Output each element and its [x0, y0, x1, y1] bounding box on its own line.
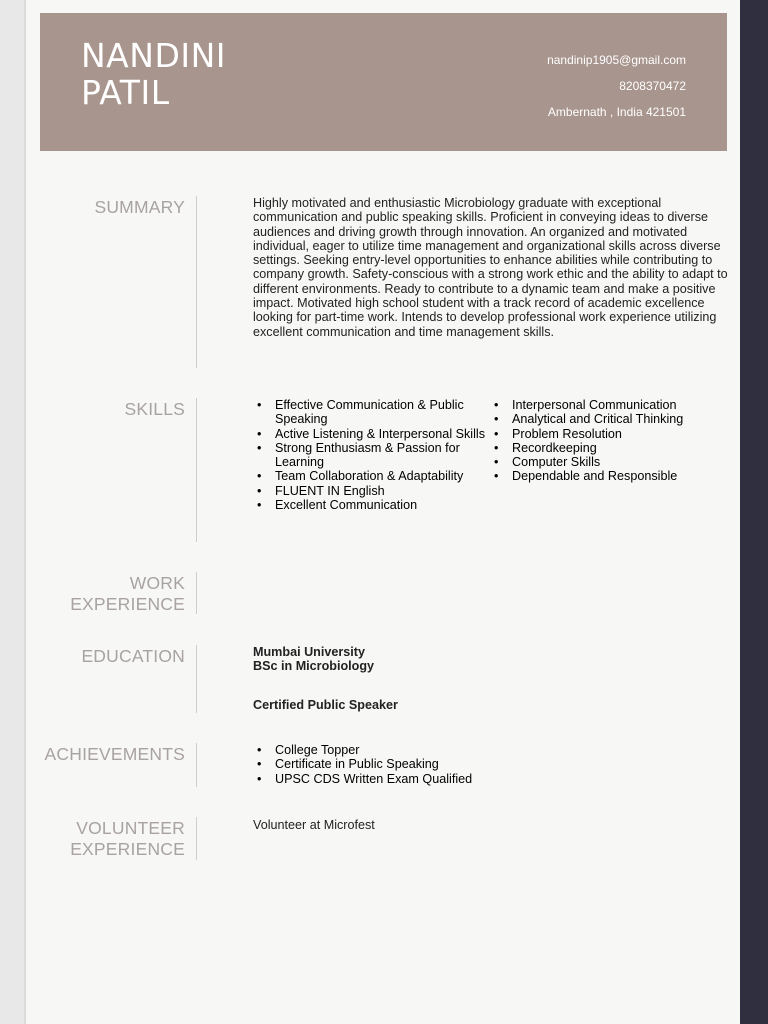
viewer-left-margin [0, 0, 24, 1024]
summary-heading: SUMMARY [94, 197, 185, 217]
skill-item: • FLUENT IN English [253, 484, 489, 498]
candidate-name [81, 37, 226, 111]
education-heading: EDUCATION [81, 646, 185, 666]
last-name: PATIL [81, 73, 170, 112]
volunteer-item: Volunteer at Microfest [253, 818, 375, 832]
skill-item: • Active Listening & Interpersonal Skills [253, 427, 489, 441]
skill-item: • Strong Enthusiasm & Passion for Learning [253, 441, 489, 470]
skill-item: • Interpersonal Communication [490, 398, 730, 412]
education-content [253, 645, 398, 712]
viewer-right-edge [740, 0, 768, 1024]
education-divider [196, 645, 197, 713]
achievement-item: • UPSC CDS Written Exam Qualified [253, 772, 713, 786]
achievement-item: • Certificate in Public Speaking [253, 757, 713, 771]
skills-list-right [490, 398, 730, 484]
volunteer-heading-line1: VOLUNTEER [76, 818, 185, 838]
email-text: nandinip1905@gmail.com [547, 53, 686, 67]
work-experience-heading [70, 573, 185, 615]
skill-item: • Effective Communication & Public Speaking [253, 398, 489, 427]
skill-item: • Computer Skills [490, 455, 730, 469]
education-degree: BSc in Microbiology [253, 659, 375, 674]
skills-divider [196, 398, 197, 542]
skill-item: • Excellent Communication [253, 498, 489, 512]
volunteer-heading [70, 818, 185, 860]
volunteer-heading-line2: EXPERIENCE [70, 839, 185, 859]
skill-item: • Problem Resolution [490, 427, 730, 441]
resume-header [40, 13, 727, 151]
skill-item: • Analytical and Critical Thinking [490, 412, 730, 426]
achievements-heading: ACHIEVEMENTS [44, 744, 185, 764]
skill-item: • Recordkeeping [490, 441, 730, 455]
skill-item: • Team Collaboration & Adaptability [253, 469, 489, 483]
work-heading-line2: EXPERIENCE [70, 594, 185, 614]
skills-heading: SKILLS [124, 399, 185, 419]
contact-info [547, 47, 686, 125]
skill-item: • Dependable and Responsible [490, 469, 730, 483]
education-school: Mumbai University [253, 645, 365, 659]
skills-list-left [253, 398, 489, 512]
phone-text: 8208370472 [619, 79, 686, 93]
work-experience-divider [196, 572, 197, 614]
volunteer-divider [196, 817, 197, 860]
work-heading-line1: WORK [129, 573, 185, 593]
achievements-divider [196, 743, 197, 787]
first-name: NANDINI [81, 36, 227, 75]
achievements-list [253, 743, 713, 786]
summary-divider [196, 196, 197, 368]
achievement-item: • College Topper [253, 743, 713, 757]
education-certification: Certified Public Speaker [253, 697, 398, 712]
summary-text: Highly motivated and enthusiastic Microbiology graduate with exceptional communication and public speaking skills. Proficient in conveying ideas to diverse audiences and driving growth through innovation. An organized and motivated individual, eager to utilize time management and organizational skills across diverse settings. Seeking entry-level opportunities to enhance abilities while contributing to company growth. Safety-conscious with a strong work ethic and the ability to adapt to different environments. Ready to contribute to a dynamic team and make a positive impact. Motivated high school student with a track record of academic excellence looking for part-time work. Intends to develop professional work experience utilizing excellent communication and time management skills. [253, 196, 728, 339]
location-text: Ambernath , India 421501 [547, 105, 686, 119]
